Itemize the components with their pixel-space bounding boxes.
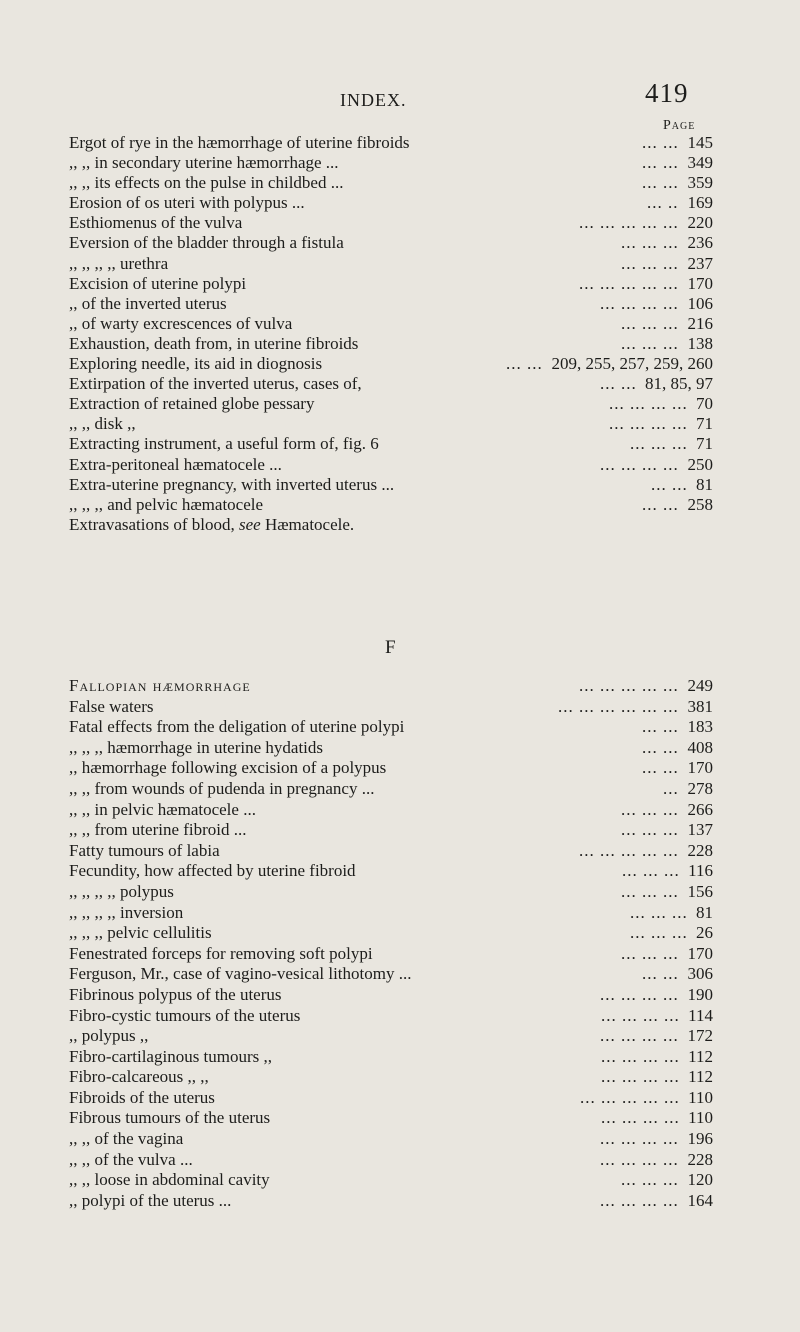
leader-dots: ... ... bbox=[651, 474, 688, 494]
entry-text: ,, ,, from wounds of pudenda in pregnancy ... bbox=[69, 778, 375, 798]
entry-page-number: 258 bbox=[687, 494, 713, 514]
index-entry bbox=[69, 153, 713, 173]
leader-dots: ... ... ... ... bbox=[601, 1005, 680, 1025]
entry-text: Extracting instrument, a useful form of, fig. 6 bbox=[69, 434, 379, 454]
entry-page-number: 237 bbox=[687, 253, 713, 273]
index-entry bbox=[69, 923, 713, 944]
index-entry bbox=[69, 1129, 713, 1150]
entry-page-number: 112 bbox=[688, 1067, 713, 1087]
leader-dots: ... ... bbox=[600, 374, 637, 394]
leader-dots: ... ... bbox=[642, 737, 679, 757]
leader-dots: ... ... bbox=[642, 153, 679, 173]
index-entry bbox=[69, 374, 713, 394]
entry-text: ,, polypus ,, bbox=[69, 1026, 149, 1046]
page-number: 419 bbox=[645, 78, 689, 108]
entry-page-number: 81 bbox=[696, 902, 713, 922]
leader-dots: ... ... ... bbox=[621, 943, 679, 963]
running-title: INDEX. bbox=[340, 90, 407, 110]
index-entry bbox=[69, 193, 713, 213]
index-entry bbox=[69, 964, 713, 985]
entry-page-number: 236 bbox=[687, 233, 713, 253]
index-entry bbox=[69, 173, 713, 193]
leader-dots: ... ... ... ... bbox=[600, 293, 679, 313]
entry-text: Extravasations of blood, see Hæmatocele. bbox=[69, 514, 355, 534]
index-entry bbox=[69, 820, 713, 841]
index-section-e bbox=[69, 133, 713, 535]
index-entry bbox=[69, 738, 713, 759]
entry-page-number: 172 bbox=[687, 1026, 713, 1046]
leader-dots: ... ... bbox=[642, 133, 679, 152]
entry-text: ,, ,, ,, ,, urethra bbox=[69, 253, 169, 273]
entry-text: Erosion of os uteri with polypus ... bbox=[69, 193, 305, 213]
index-entry bbox=[69, 1191, 713, 1212]
index-entry bbox=[69, 515, 713, 535]
entry-page-number: 278 bbox=[687, 778, 713, 798]
entry-page-number: 190 bbox=[687, 984, 713, 1004]
entry-page-number: 170 bbox=[687, 943, 713, 963]
entry-text: False waters bbox=[69, 696, 154, 716]
leader-dots: ... ... ... ... bbox=[600, 1129, 679, 1149]
index-entry bbox=[69, 985, 713, 1006]
entry-text: Fenestrated forceps for removing soft polypi bbox=[69, 943, 373, 963]
index-entry bbox=[69, 434, 713, 454]
entry-text: Eversion of the bladder through a fistula bbox=[69, 233, 344, 253]
index-entry bbox=[69, 1006, 713, 1027]
entry-page-number: 381 bbox=[687, 696, 713, 716]
entry-text: Fibroids of the uterus bbox=[69, 1087, 215, 1107]
entry-page-number: 145 bbox=[687, 133, 713, 152]
index-entry bbox=[69, 944, 713, 965]
entry-text: Fatal effects from the deligation of uterine polypi bbox=[69, 717, 405, 737]
entry-page-number: 26 bbox=[696, 923, 713, 943]
index-section-f bbox=[69, 676, 713, 1211]
leader-dots: ... ... ... bbox=[621, 253, 679, 273]
entry-text: ,, ,, of the vagina bbox=[69, 1129, 184, 1149]
index-entry bbox=[69, 455, 713, 475]
leader-dots: ... .. bbox=[647, 193, 679, 213]
index-entry bbox=[69, 1108, 713, 1129]
index-entry bbox=[69, 1150, 713, 1171]
entry-text: Ferguson, Mr., case of vagino-vesical lithotomy ... bbox=[69, 964, 412, 984]
index-entry bbox=[69, 1170, 713, 1191]
entry-text: Fibro-cartilaginous tumours ,, bbox=[69, 1046, 273, 1066]
index-entry bbox=[69, 354, 713, 374]
entry-page-number: 71 bbox=[696, 414, 713, 434]
entry-page-number: 114 bbox=[688, 1005, 713, 1025]
index-entry bbox=[69, 1067, 713, 1088]
leader-dots: ... ... ... bbox=[621, 820, 679, 840]
entry-page-number: 137 bbox=[687, 820, 713, 840]
entry-page-number: 249 bbox=[687, 676, 713, 695]
section-letter: F bbox=[385, 637, 396, 658]
entry-page-number: 250 bbox=[687, 454, 713, 474]
leader-dots: ... ... bbox=[642, 717, 679, 737]
leader-dots: ... ... ... bbox=[621, 313, 679, 333]
entry-page-number: 81, 85, 97 bbox=[645, 374, 713, 394]
entry-page-number: 209, 255, 257, 259, 260 bbox=[551, 354, 713, 374]
index-entry bbox=[69, 294, 713, 314]
leader-dots: ... ... ... bbox=[630, 902, 688, 922]
leader-dots: ... ... bbox=[506, 354, 543, 374]
index-entry bbox=[69, 414, 713, 434]
entry-page-number: 196 bbox=[687, 1129, 713, 1149]
index-entry bbox=[69, 475, 713, 495]
leader-dots: ... ... ... ... ... bbox=[579, 213, 679, 233]
leader-dots: ... ... ... ... bbox=[600, 1149, 679, 1169]
entry-text: ,, of the inverted uterus bbox=[69, 293, 227, 313]
leader-dots: ... ... ... ... bbox=[600, 1190, 679, 1210]
index-entry bbox=[69, 254, 713, 274]
entry-text: ,, ,, in pelvic hæmatocele ... bbox=[69, 799, 256, 819]
index-entry bbox=[69, 841, 713, 862]
entry-text: ,, ,, loose in abdominal cavity bbox=[69, 1170, 270, 1190]
index-entry bbox=[69, 697, 713, 718]
leader-dots: ... ... bbox=[642, 758, 679, 778]
leader-dots: ... ... ... bbox=[630, 923, 688, 943]
entry-text: ,, hæmorrhage following excision of a polypus bbox=[69, 758, 387, 778]
entry-text: Fibrinous polypus of the uterus bbox=[69, 984, 282, 1004]
entry-page-number: 70 bbox=[696, 394, 713, 414]
entry-text: Exploring needle, its aid in diognosis bbox=[69, 354, 323, 374]
entry-text: ,, ,, in secondary uterine hæmorrhage ... bbox=[69, 153, 339, 173]
entry-text: Extra-uterine pregnancy, with inverted uterus ... bbox=[69, 474, 395, 494]
entry-page-number: 138 bbox=[687, 333, 713, 353]
entry-text: ,, polypi of the uterus ... bbox=[69, 1190, 232, 1210]
leader-dots: ... ... ... ... bbox=[600, 984, 679, 1004]
leader-dots: ... ... ... ... bbox=[600, 454, 679, 474]
entry-page-number: 408 bbox=[687, 737, 713, 757]
entry-page-number: 228 bbox=[687, 1149, 713, 1169]
entry-page-number: 106 bbox=[687, 293, 713, 313]
entry-page-number: 266 bbox=[687, 799, 713, 819]
leader-dots: ... ... ... bbox=[621, 881, 679, 901]
index-entry bbox=[69, 133, 713, 153]
entry-text: Fatty tumours of labia bbox=[69, 840, 220, 860]
leader-dots: ... ... bbox=[642, 173, 679, 193]
entry-page-number: 120 bbox=[687, 1170, 713, 1190]
leader-dots: ... ... ... ... bbox=[601, 1046, 680, 1066]
entry-page-number: 170 bbox=[687, 273, 713, 293]
leader-dots: ... ... ... ... ... bbox=[579, 840, 679, 860]
leader-dots: ... ... ... bbox=[621, 333, 679, 353]
entry-page-number: 216 bbox=[687, 313, 713, 333]
entry-text: Extirpation of the inverted uterus, cases of, bbox=[69, 374, 362, 394]
entry-page-number: 170 bbox=[687, 758, 713, 778]
entry-page-number: 349 bbox=[687, 153, 713, 173]
entry-page-number: 220 bbox=[687, 213, 713, 233]
entry-page-number: 228 bbox=[687, 840, 713, 860]
entry-text: ,, ,, ,, pelvic cellulitis bbox=[69, 923, 212, 943]
entry-text: Extra-peritoneal hæmatocele ... bbox=[69, 454, 282, 474]
index-entry bbox=[69, 233, 713, 253]
entry-text: Fallopian hæmorrhage bbox=[69, 676, 251, 695]
entry-text: ,, of warty excrescences of vulva bbox=[69, 313, 293, 333]
index-entry bbox=[69, 314, 713, 334]
leader-dots: ... ... ... ... ... bbox=[579, 676, 679, 695]
index-entry bbox=[69, 903, 713, 924]
index-entry bbox=[69, 274, 713, 294]
entry-text: Ergot of rye in the hæmorrhage of uterine fibroids bbox=[69, 133, 410, 152]
entry-text: Exhaustion, death from, in uterine fibroids bbox=[69, 333, 359, 353]
index-entry bbox=[69, 861, 713, 882]
index-entry bbox=[69, 1026, 713, 1047]
entry-text: ,, ,, ,, ,, polypus bbox=[69, 881, 174, 901]
leader-dots: ... ... ... ... ... ... bbox=[558, 696, 679, 716]
entry-text: ,, ,, its effects on the pulse in childbed ... bbox=[69, 173, 344, 193]
index-entry bbox=[69, 717, 713, 738]
entry-text: ,, ,, disk ,, bbox=[69, 414, 136, 434]
index-entry bbox=[69, 779, 713, 800]
entry-text: ,, ,, of the vulva ... bbox=[69, 1149, 193, 1169]
leader-dots: ... ... ... bbox=[621, 1170, 679, 1190]
entry-text: Esthiomenus of the vulva bbox=[69, 213, 243, 233]
entry-page-number: 116 bbox=[688, 861, 713, 881]
index-entry bbox=[69, 676, 713, 697]
leader-dots: ... ... ... ... bbox=[609, 394, 688, 414]
leader-dots: ... bbox=[663, 778, 679, 798]
index-entry bbox=[69, 1047, 713, 1068]
entry-text: ,, ,, ,, ,, inversion bbox=[69, 902, 184, 922]
entry-page-number: 156 bbox=[687, 881, 713, 901]
index-entry bbox=[69, 495, 713, 515]
entry-page-number: 169 bbox=[687, 193, 713, 213]
leader-dots: ... ... ... ... bbox=[600, 1026, 679, 1046]
index-entry bbox=[69, 213, 713, 233]
entry-text: Fibrous tumours of the uterus bbox=[69, 1108, 271, 1128]
entry-page-number: 183 bbox=[687, 717, 713, 737]
leader-dots: ... ... ... bbox=[622, 861, 680, 881]
leader-dots: ... ... ... ... ... bbox=[580, 1087, 680, 1107]
entry-text: ,, ,, from uterine fibroid ... bbox=[69, 820, 247, 840]
index-entry bbox=[69, 882, 713, 903]
entry-text: ,, ,, ,, hæmorrhage in uterine hydatids bbox=[69, 737, 324, 757]
entry-page-number: 81 bbox=[696, 474, 713, 494]
page-column-label: Page bbox=[663, 118, 696, 133]
entry-page-number: 359 bbox=[687, 173, 713, 193]
entry-page-number: 112 bbox=[688, 1046, 713, 1066]
entry-page-number: 164 bbox=[687, 1190, 713, 1210]
index-entry bbox=[69, 758, 713, 779]
leader-dots: ... ... ... bbox=[621, 799, 679, 819]
entry-text: ,, ,, ,, and pelvic hæmatocele bbox=[69, 494, 264, 514]
leader-dots: ... ... ... bbox=[621, 233, 679, 253]
index-entry bbox=[69, 394, 713, 414]
entry-text: Extraction of retained globe pessary bbox=[69, 394, 315, 414]
entry-text: Excision of uterine polypi bbox=[69, 273, 247, 293]
entry-page-number: 306 bbox=[687, 964, 713, 984]
index-entry bbox=[69, 1088, 713, 1109]
leader-dots: ... ... ... ... bbox=[609, 414, 688, 434]
leader-dots: ... ... bbox=[642, 964, 679, 984]
leader-dots: ... ... ... ... bbox=[601, 1067, 680, 1087]
entry-page-number: 110 bbox=[688, 1108, 713, 1128]
entry-page-number: 110 bbox=[688, 1087, 713, 1107]
index-entry bbox=[69, 334, 713, 354]
entry-text: Fecundity, how affected by uterine fibroid bbox=[69, 861, 356, 881]
entry-page-number: 71 bbox=[696, 434, 713, 454]
entry-text: Fibro-cystic tumours of the uterus bbox=[69, 1005, 301, 1025]
leader-dots: ... ... ... bbox=[630, 434, 688, 454]
index-entry bbox=[69, 800, 713, 821]
leader-dots: ... ... ... ... bbox=[601, 1108, 680, 1128]
entry-text: Fibro-calcareous ,, ,, bbox=[69, 1067, 209, 1087]
leader-dots: ... ... bbox=[642, 494, 679, 514]
leader-dots: ... ... ... ... ... bbox=[579, 273, 679, 293]
